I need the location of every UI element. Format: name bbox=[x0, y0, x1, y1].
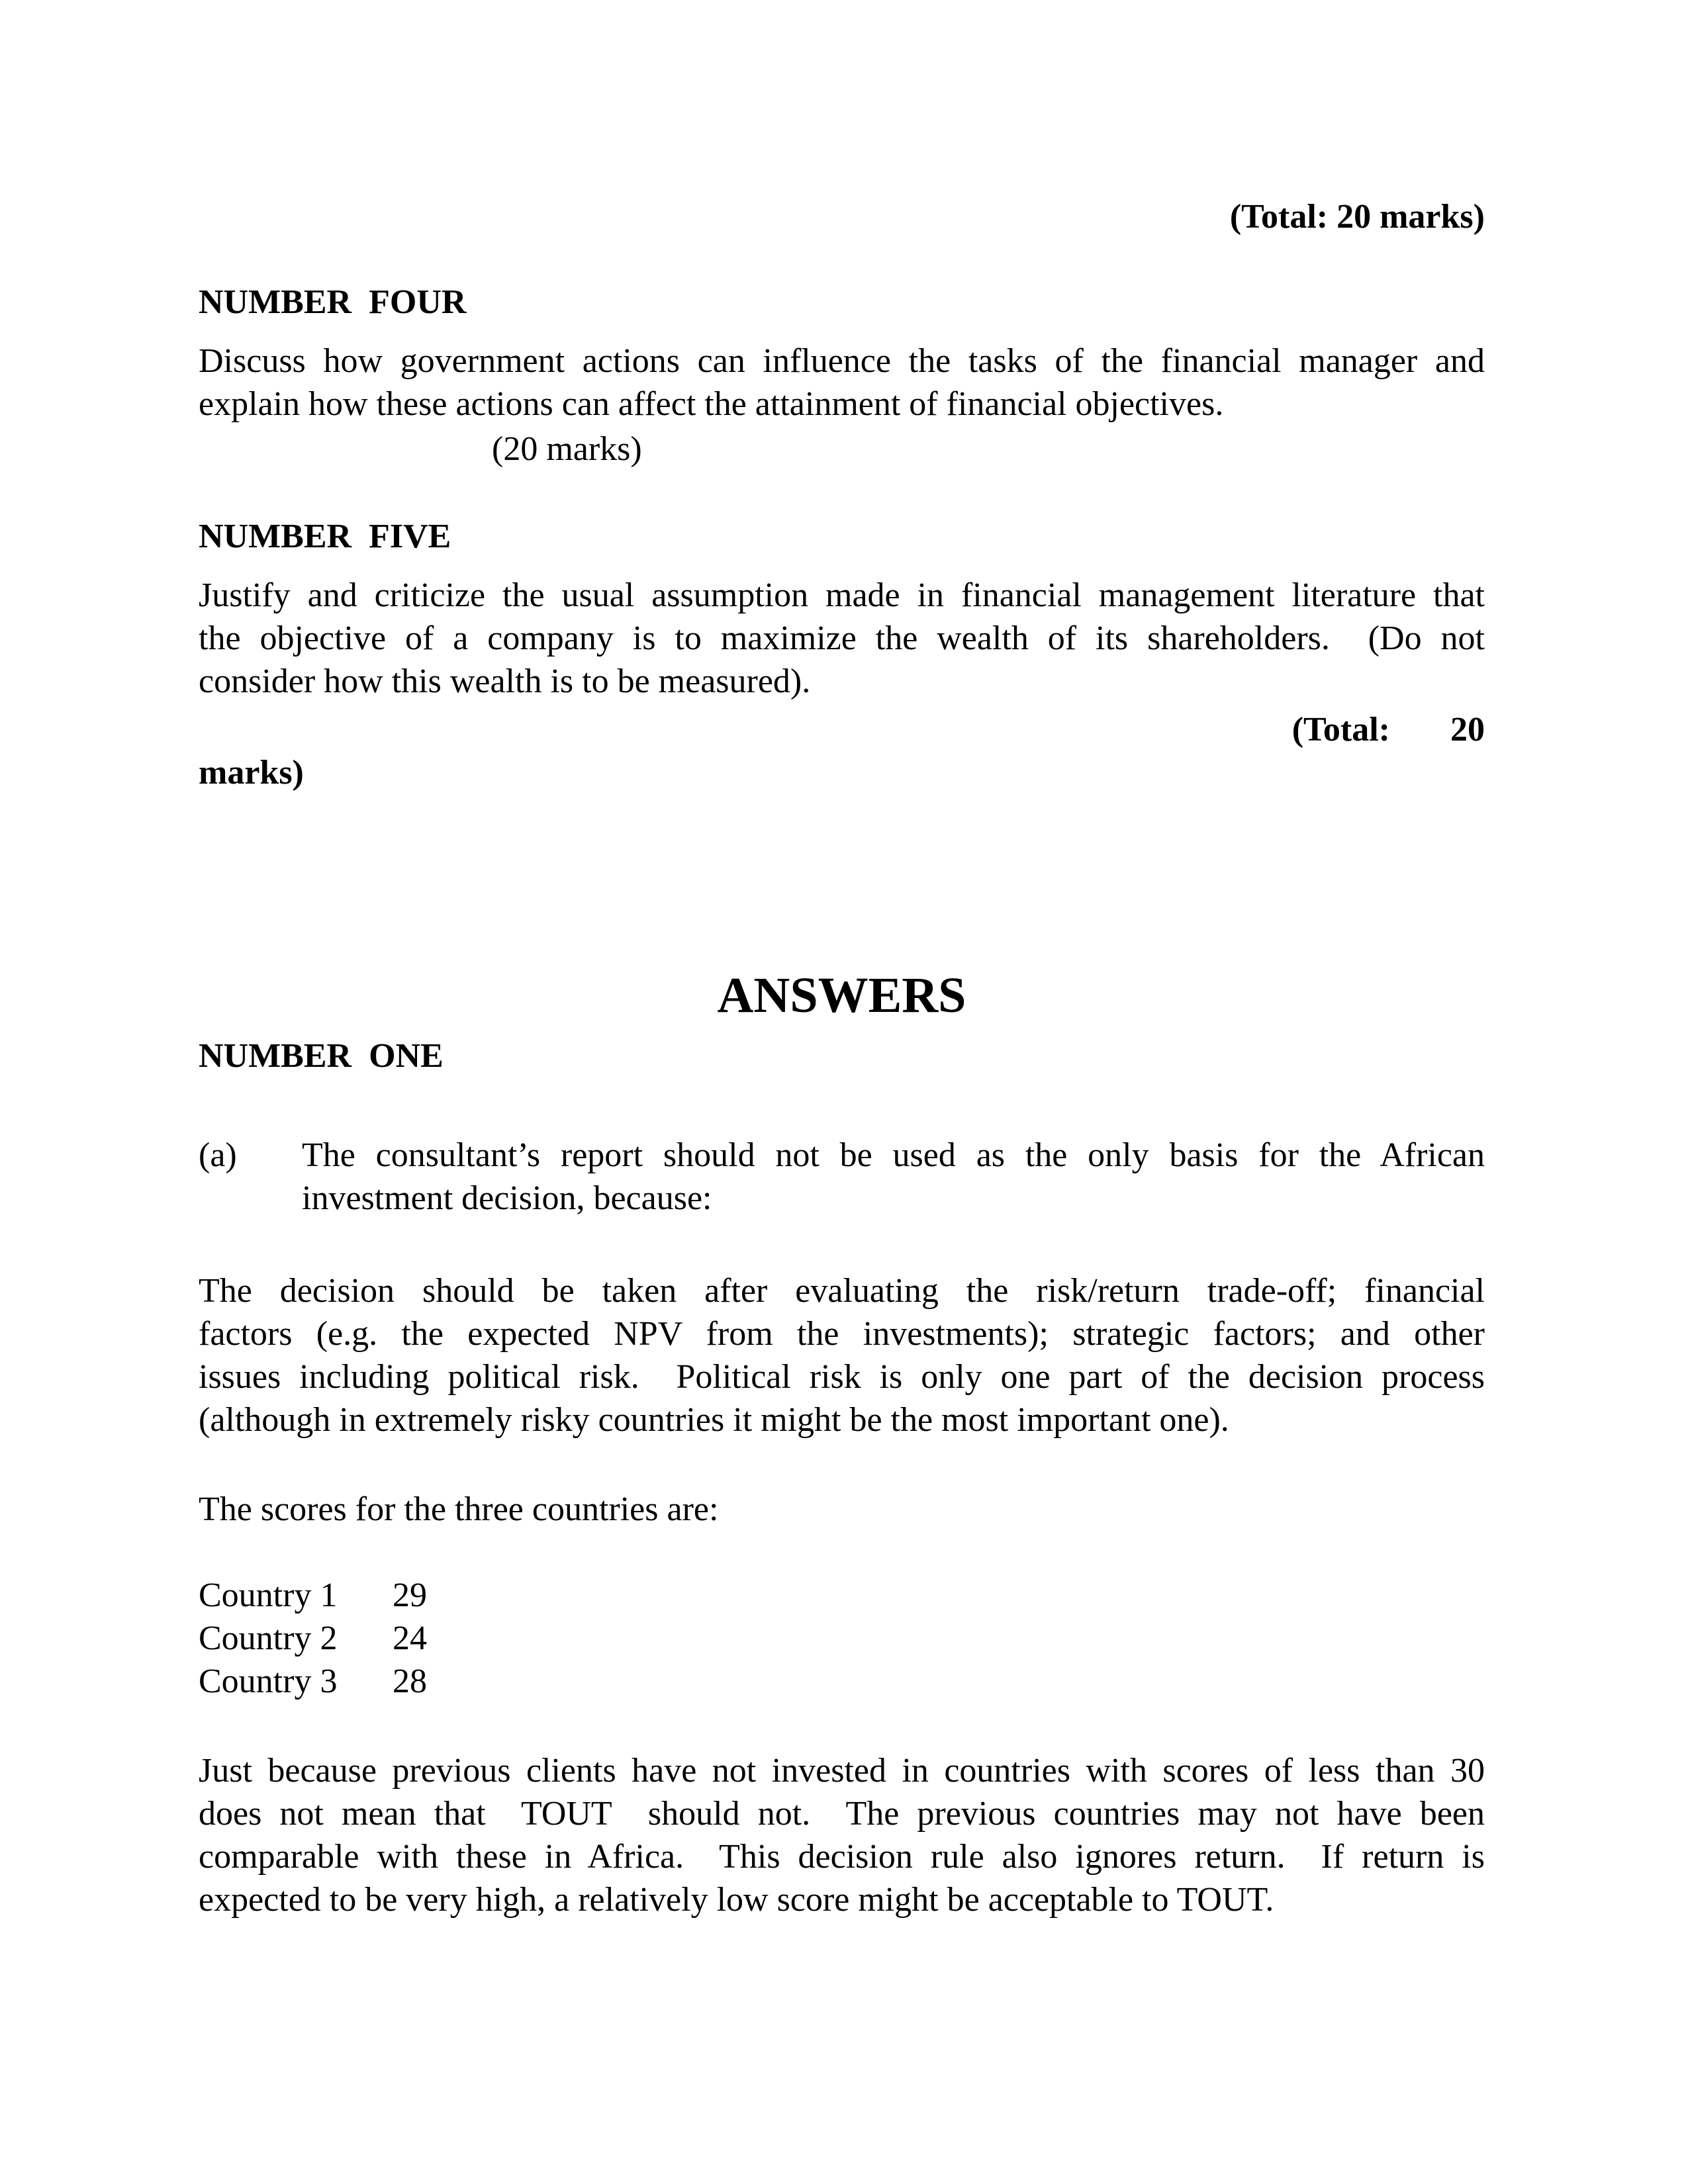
text-line: The consultant’s report should not be used as the only basis for the African bbox=[302, 1136, 1485, 1174]
score-value: 29 bbox=[393, 1576, 427, 1614]
answer-item-a bbox=[199, 1134, 1485, 1220]
heading-number-four: NUMBER FOUR bbox=[199, 283, 467, 321]
text-line: consider how this wealth is to be measured). bbox=[199, 662, 811, 700]
q4-marks-line: (20 marks) bbox=[492, 430, 642, 468]
q5-total-line: (Total: 20 bbox=[1291, 711, 1485, 749]
text-line: expected to be very high, a relatively low score might be acceptable to TOUT. bbox=[199, 1881, 1274, 1919]
text-line: comparable with these in Africa. This decision rule also ignores return. If return is bbox=[199, 1838, 1485, 1876]
scores-intro-line: The scores for the three countries are: bbox=[199, 1490, 719, 1528]
heading-number-one: NUMBER ONE bbox=[199, 1037, 444, 1075]
heading-number-five: NUMBER FIVE bbox=[199, 518, 451, 555]
answer-paragraph-previous-clients bbox=[199, 1749, 1485, 1921]
text-line: does not mean that TOUT should not. The previous countries may not have been bbox=[199, 1795, 1485, 1833]
text-line: investment decision, because: bbox=[302, 1179, 712, 1217]
q5-body-paragraph bbox=[199, 574, 1485, 703]
text-line: The decision should be taken after evaluating the risk/return trade-off; financial bbox=[199, 1272, 1485, 1310]
answer-paragraph-decision bbox=[199, 1269, 1485, 1441]
score-country-label: Country 2 bbox=[199, 1619, 338, 1657]
answers-section-title: ANSWERS bbox=[717, 968, 966, 1023]
q4-body-paragraph bbox=[199, 340, 1485, 426]
score-row bbox=[199, 1574, 1485, 1617]
score-row bbox=[199, 1617, 1485, 1660]
item-a-marker: (a) bbox=[199, 1136, 237, 1174]
text-line: the objective of a company is to maximize the wealth of its shareholders. (Do not bbox=[199, 619, 1485, 657]
item-a-text bbox=[302, 1134, 1485, 1220]
text-line: (although in extremely risky countries it might be the most important one). bbox=[199, 1401, 1229, 1439]
score-value: 28 bbox=[393, 1662, 427, 1700]
text-line: Discuss how government actions can influence the tasks of the financial manager and bbox=[199, 342, 1485, 380]
score-country-label: Country 1 bbox=[199, 1576, 338, 1614]
text-line: Just because previous clients have not invested in countries with scores of less than 30 bbox=[199, 1752, 1485, 1790]
country-scores-list bbox=[199, 1574, 1485, 1703]
score-row bbox=[199, 1660, 1485, 1703]
score-country-label: Country 3 bbox=[199, 1662, 338, 1700]
text-line: Justify and criticize the usual assumption made in financial management literature that bbox=[199, 576, 1485, 614]
q4-total-marks-line: (Total: 20 marks) bbox=[1229, 198, 1485, 236]
text-line: factors (e.g. the expected NPV from the investments); strategic factors; and other bbox=[199, 1315, 1485, 1353]
score-value: 24 bbox=[393, 1619, 427, 1657]
q5-marks-wrapped-line: marks) bbox=[199, 754, 304, 792]
text-line: issues including political risk. Political risk is only one part of the decision process bbox=[199, 1358, 1485, 1396]
text-line: explain how these actions can affect the attainment of financial objectives. bbox=[199, 385, 1224, 423]
